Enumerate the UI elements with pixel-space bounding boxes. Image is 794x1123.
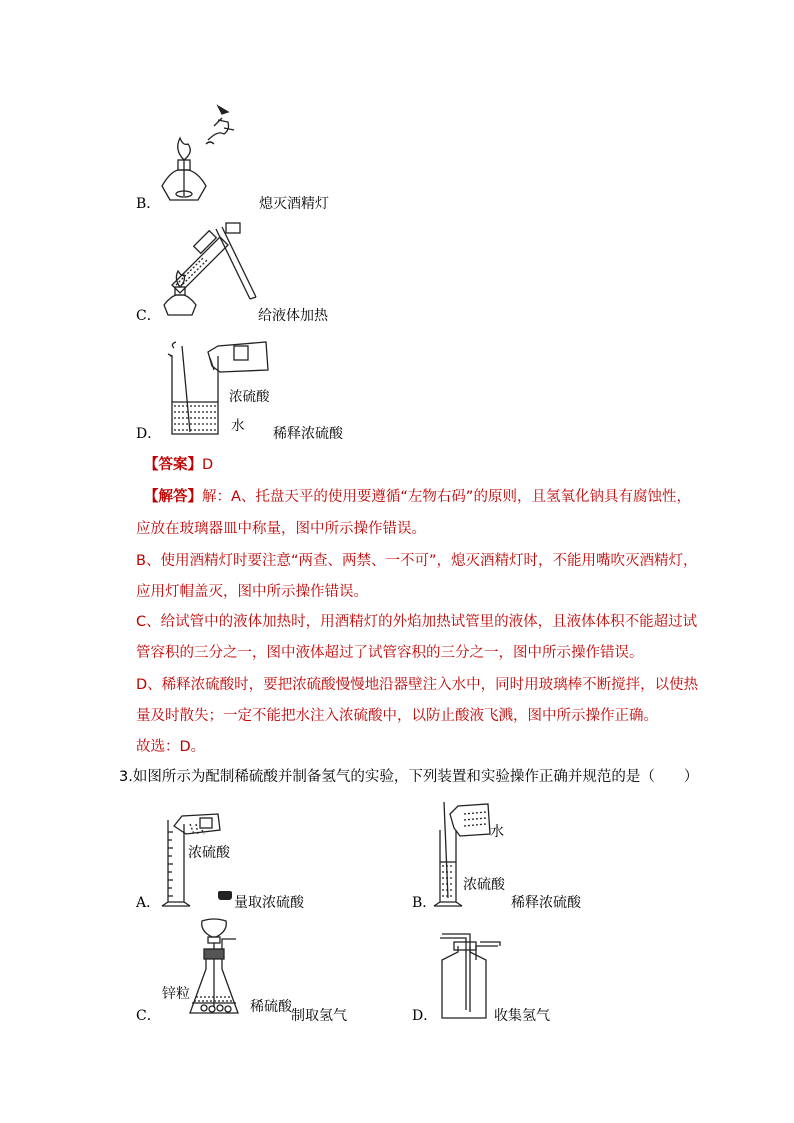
label-acid: 浓硫酸 [229,389,270,405]
q3-a-label-acid: 浓硫酸 [188,845,230,861]
analysis-line-4: 应用灯帽盖灭，图中所示操作错误。 [136,584,368,600]
q3-option-d-caption: 收集氢气 [494,1008,550,1024]
option-c-caption: 给液体加热 [258,308,328,324]
question-text: 如图所示为配制稀硫酸并制备氢气的实验，下列装置和实验操作正确并规范的是（ ） [132,769,699,785]
option-b-caption: 熄灭酒精灯 [259,196,329,212]
option-d-letter: D． [136,426,162,442]
answer-line [144,457,213,473]
question-number: 3. [119,769,133,785]
option-c-figure [158,223,268,323]
answer-tag: 【答案】 [144,457,202,473]
q3-option-c-caption: 制取氢气 [291,1008,347,1024]
analysis-line-3: B、使用酒精灯时要注意“两查、两禁、一不可”，熄灭酒精灯时，不能用嘴吹灭酒精灯， [136,553,698,569]
q3-b-label-water: 水 [490,824,504,840]
option-c-letter: C． [136,308,161,324]
analysis-line-6: 管容积的三分之一，图中液体超过了试管容积的三分之一，图中所示操作错误。 [136,645,644,661]
option-b-letter: B． [136,196,161,212]
analysis-line-8: 量及时散失；一定不能把水注入浓硫酸中，以防止酸液飞溅，图中所示操作正确。 [136,708,658,724]
q3-option-a-letter: A． [136,895,161,911]
q3-c-label-zinc: 锌粒 [162,986,190,1002]
analysis-tag: 【解答】 [144,489,202,505]
q3-a-cap-icon [218,891,232,900]
label-water: 水 [231,418,245,434]
q3-c-label-acid: 稀硫酸 [250,999,292,1015]
analysis-line-5: C、给试管中的液体加热时，用酒精灯的外焰加热试管里的液体，且液体体积不能超过试 [136,614,698,630]
analysis-line-7: D、稀释浓硫酸时，要把浓硫酸慢慢地沿器壁注入水中，同时用玻璃棒不断搅拌，以使热 [136,677,699,693]
analysis-line-9: 故选：D。 [136,739,206,755]
heating-tube-illustration [158,223,268,323]
option-b-figure [158,100,238,212]
q3-option-d-figure [436,930,502,1022]
blowing-lamp-illustration [158,100,238,212]
q3-option-d-letter: D． [412,1008,438,1024]
q3-option-b-letter: B． [412,895,437,911]
q3-option-b-caption: 稀释浓硫酸 [511,895,581,911]
question-3-stem [119,769,698,785]
q3-option-c-letter: C． [136,1008,161,1024]
analysis-text: 解：A、托盘天平的使用要遵循“左物右码”的原则，且氢氧化钠具有腐蚀性， [202,489,691,505]
gas-collecting-bottle-illustration [436,930,502,1022]
q3-b-label-acid: 浓硫酸 [463,877,505,893]
analysis-line-1 [144,489,691,505]
analysis-line-2: 应放在玻璃器皿中称量，图中所示操作错误。 [136,521,426,537]
option-d-caption: 稀释浓硫酸 [273,426,343,442]
answer-value: D [202,457,214,473]
q3-option-a-caption: 量取浓硫酸 [234,895,304,911]
